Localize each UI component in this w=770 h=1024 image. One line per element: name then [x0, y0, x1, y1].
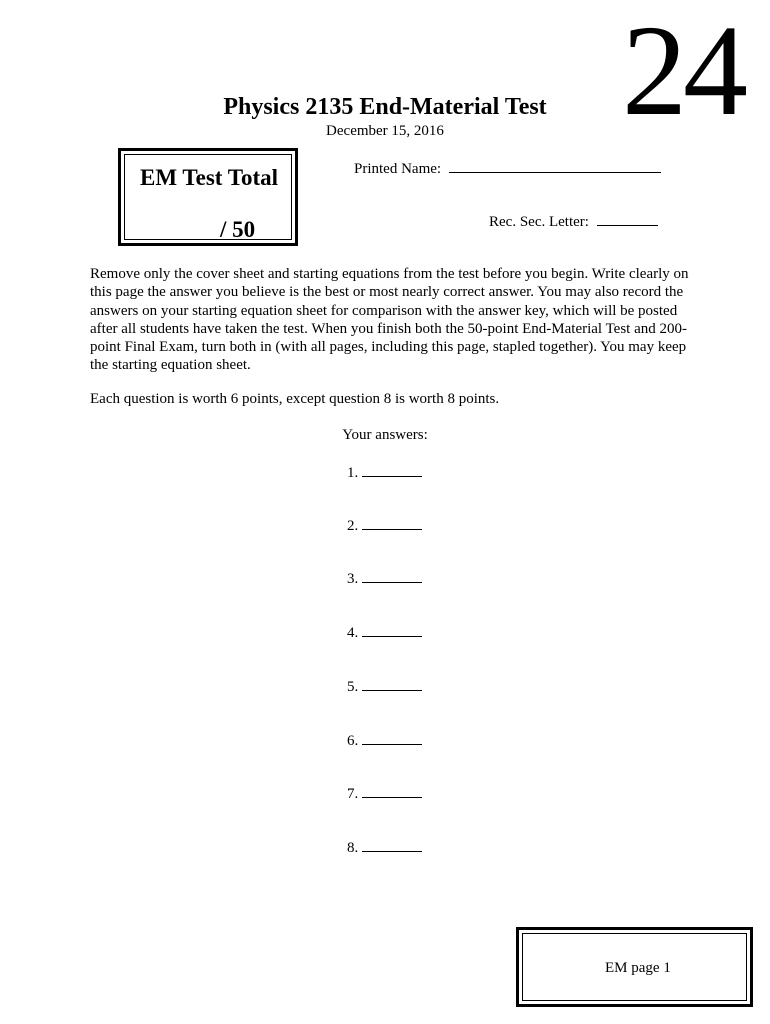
answer-blank[interactable] [362, 677, 422, 691]
points-note: Each question is worth 6 points, except question 8 is worth 8 points. [90, 391, 500, 407]
answer-blank[interactable] [362, 463, 422, 477]
printed-name-blank[interactable] [449, 159, 661, 173]
rec-sec-letter-blank[interactable] [597, 212, 658, 226]
answers-heading: Your answers: [342, 427, 428, 443]
answer-line-7[interactable] [347, 784, 422, 803]
answer-blank[interactable] [362, 838, 422, 852]
test-version-number: 24 [622, 0, 744, 143]
answer-line-8[interactable] [347, 838, 422, 857]
answer-number: 3. [347, 571, 359, 587]
page-title: Physics 2135 End-Material Test [223, 94, 547, 120]
answer-line-1[interactable] [347, 463, 422, 482]
answer-blank[interactable] [362, 731, 422, 745]
score-box [118, 148, 298, 246]
rec-sec-letter-field[interactable] [489, 212, 658, 231]
answer-blank[interactable] [362, 569, 422, 583]
score-box-inner-border [124, 154, 292, 240]
answer-number: 7. [347, 786, 359, 802]
answer-number: 8. [347, 840, 359, 856]
answer-line-6[interactable] [347, 731, 422, 750]
answer-line-3[interactable] [347, 569, 422, 588]
answer-number: 6. [347, 733, 359, 749]
instructions-paragraph: Remove only the cover sheet and starting equations from the test before you begin. Write clearly on this page the answer you believe is the best or most nearly correct answer. You may also record the answers on your starting equation sheet for comparison with the answer key, which will be posted after all students have taken the test. When you finish both the 50-point End-Material Test and 200-point Final Exam, turn both in (with all pages, including this page, stapled together). You may keep the starting equation sheet. [90, 266, 689, 374]
answer-blank[interactable] [362, 623, 422, 637]
page-number-label: EM page 1 [605, 960, 671, 976]
score-box-total: / 50 [220, 217, 256, 242]
test-date: December 15, 2016 [326, 123, 444, 139]
answer-number: 2. [347, 518, 359, 534]
answer-blank[interactable] [362, 784, 422, 798]
answer-line-2[interactable] [347, 516, 422, 535]
printed-name-label: Printed Name: [354, 161, 442, 177]
score-box-label: EM Test Total [140, 165, 279, 190]
printed-name-field[interactable] [354, 159, 661, 178]
answer-blank[interactable] [362, 516, 422, 530]
answer-line-5[interactable] [347, 677, 422, 696]
answer-number: 4. [347, 625, 359, 641]
answer-line-4[interactable] [347, 623, 422, 642]
answer-number: 1. [347, 465, 359, 481]
page-number-box [516, 927, 753, 1007]
page-number-box-inner-border [522, 933, 747, 1001]
rec-sec-letter-label: Rec. Sec. Letter: [489, 214, 589, 230]
answer-number: 5. [347, 679, 359, 695]
